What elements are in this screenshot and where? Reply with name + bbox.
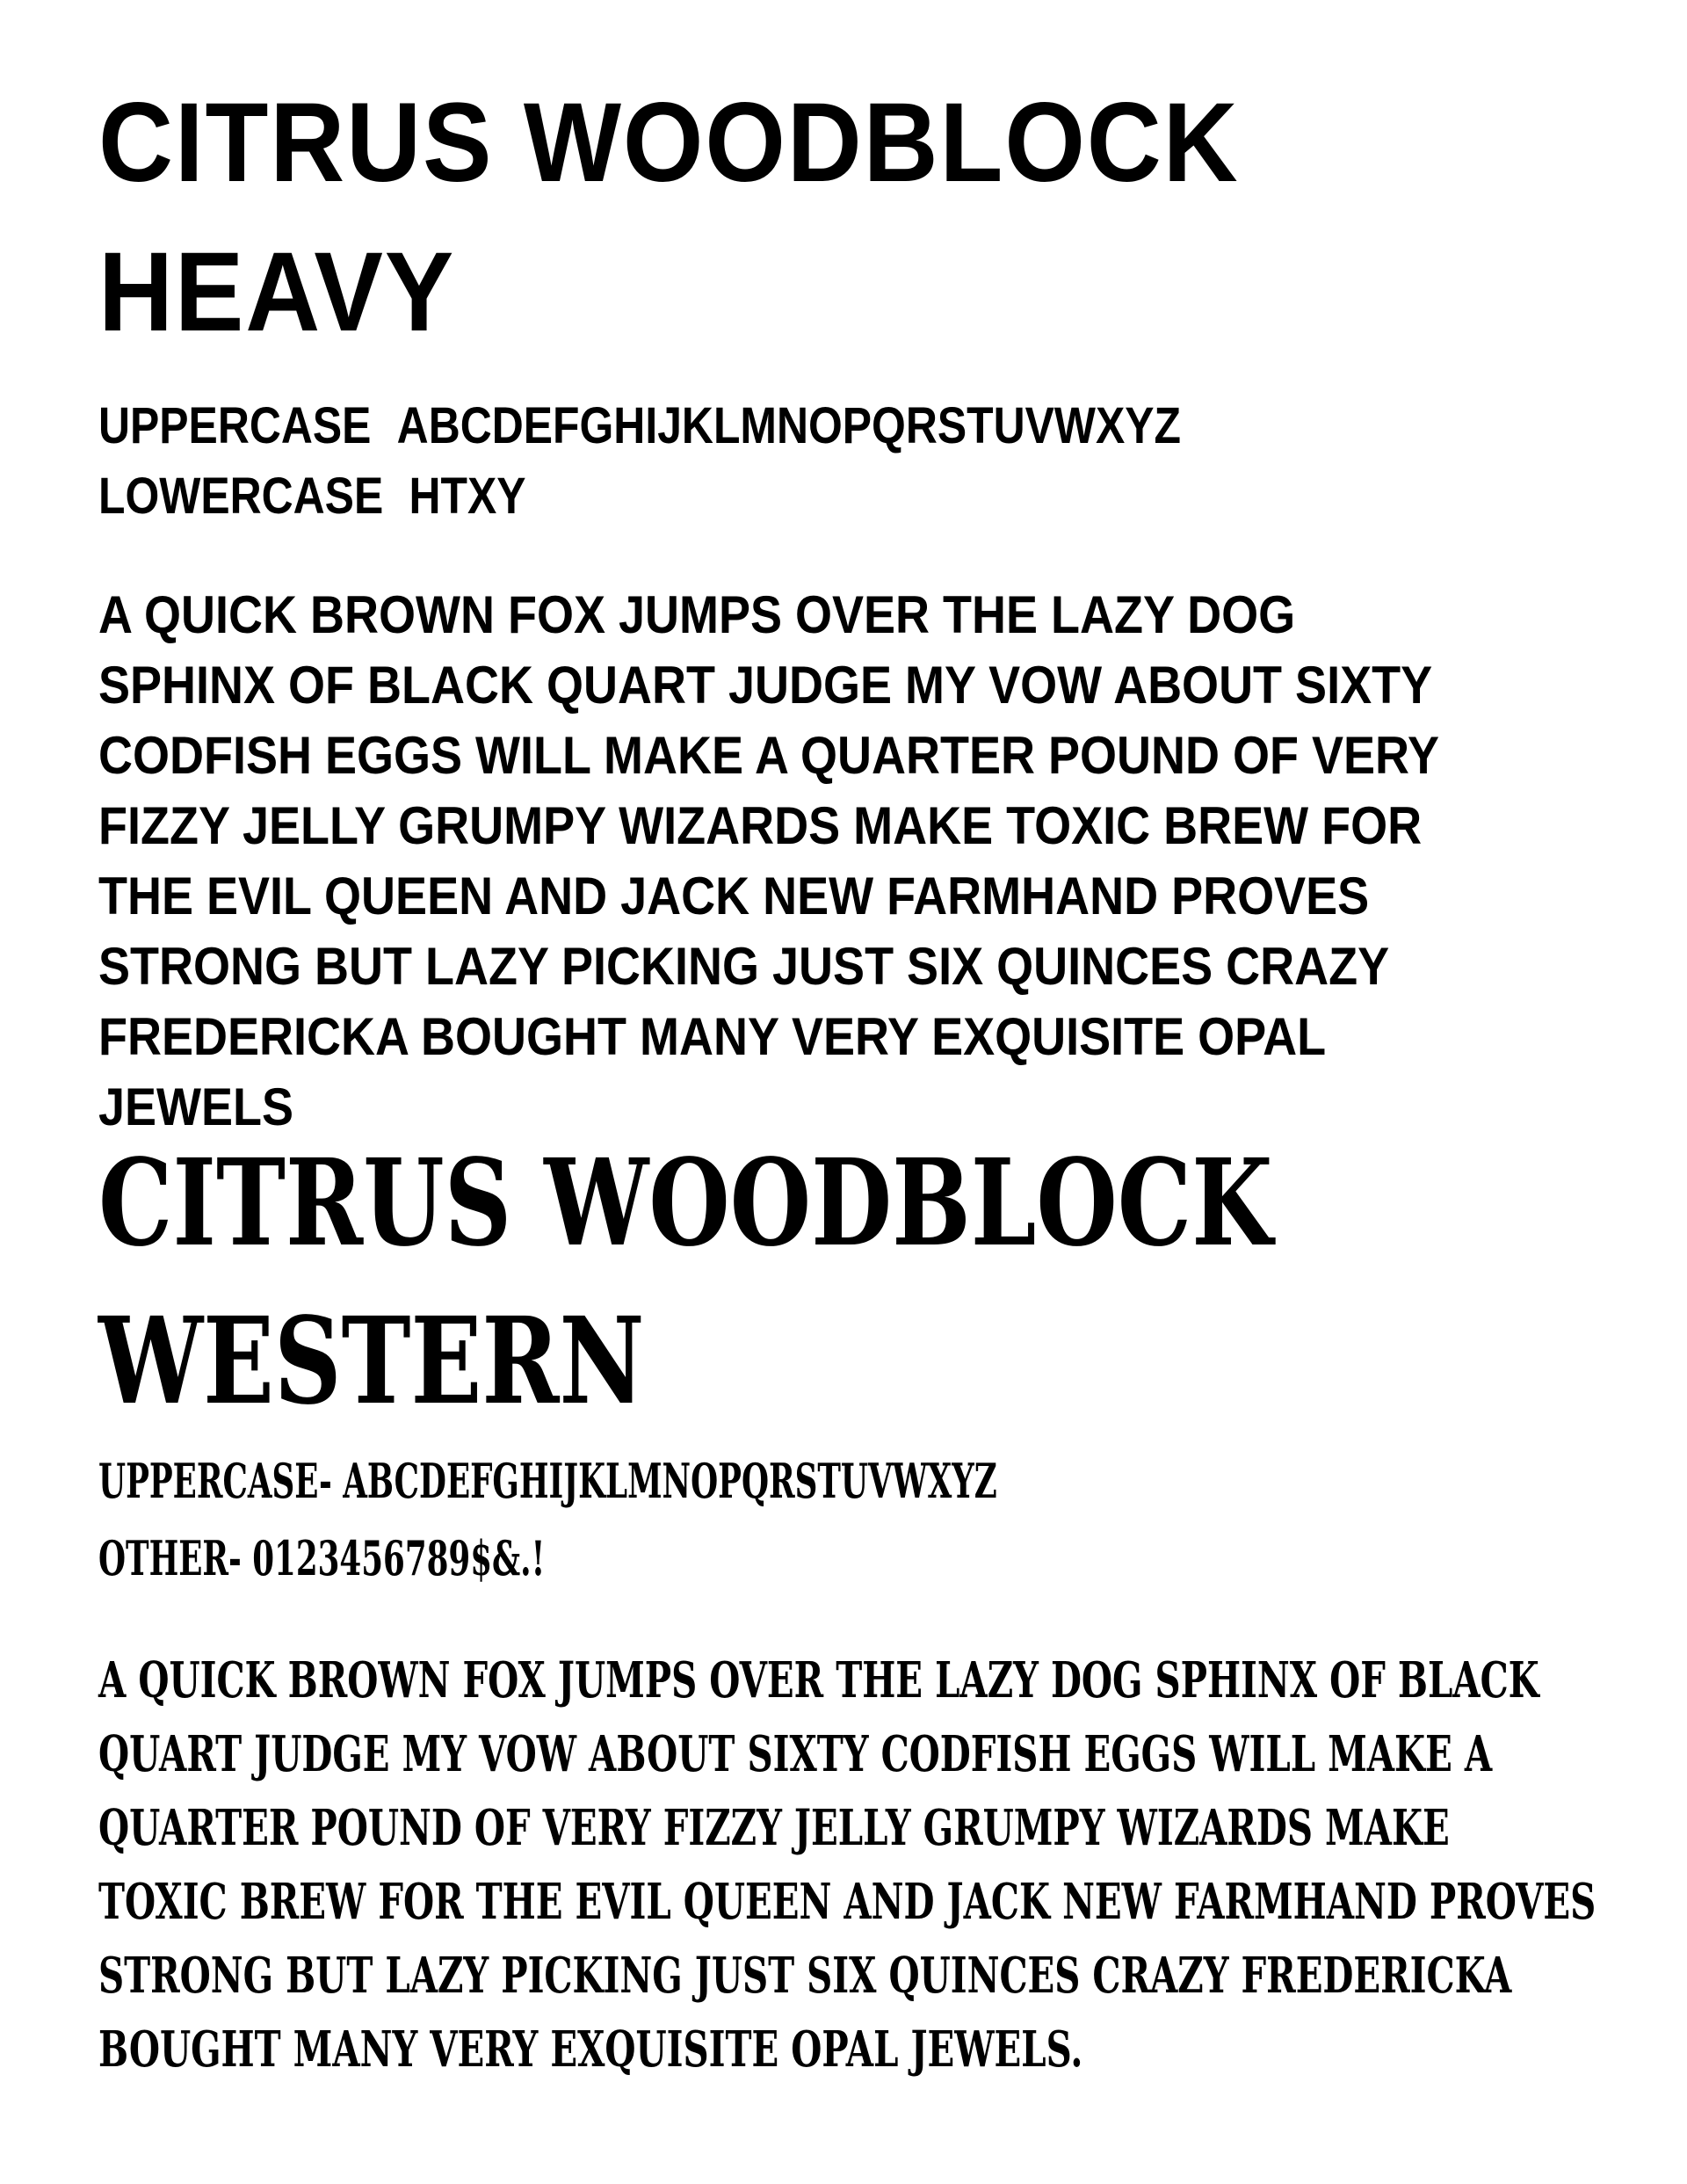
heavy-title-line-2: HEAVY bbox=[98, 229, 456, 355]
western-pangram-line: QUART JUDGE MY VOW ABOUT SIXTY CODFISH EGGS WILL MAKE A bbox=[98, 1725, 1493, 1783]
heavy-pangram-line: THE EVIL QUEEN AND JACK NEW FARMHAND PROVES bbox=[98, 867, 1370, 925]
heavy-pangram-line: FREDERICKA BOUGHT MANY VERY EXQUISITE OPAL bbox=[98, 1007, 1327, 1066]
heavy-pangram-line: SPHINX OF BLACK QUART JUDGE MY VOW ABOUT SIXTY bbox=[98, 656, 1433, 715]
heavy-pangram-line: JEWELS bbox=[98, 1077, 294, 1136]
heavy-lowercase-chars: HTXY bbox=[409, 468, 526, 525]
heavy-pangram-line: CODFISH EGGS WILL MAKE A QUARTER POUND OF VERY bbox=[98, 726, 1440, 785]
western-title-line-1: CITRUS WOODBLOCK bbox=[98, 1133, 1273, 1273]
heavy-title-line-1: CITRUS WOODBLOCK bbox=[98, 80, 1240, 206]
heavy-uppercase-chars: ABCDEFGHIJKLMNOPQRSTUVWXYZ bbox=[396, 397, 1182, 454]
heavy-uppercase-label: UPPERCASE bbox=[98, 397, 372, 454]
heavy-lowercase-label: LOWERCASE bbox=[98, 468, 384, 525]
heavy-pangram-line: FIZZY JELLY GRUMPY WIZARDS MAKE TOXIC BREW FOR bbox=[98, 796, 1423, 855]
western-pangram-line: STRONG BUT LAZY PICKING JUST SIX QUINCES CRAZY FREDERICKA bbox=[98, 1947, 1512, 2005]
western-pangram-line: TOXIC BREW FOR THE EVIL QUEEN AND JACK NEW FARMHAND PROVES bbox=[98, 1873, 1596, 1931]
heavy-uppercase-row bbox=[98, 394, 1434, 459]
heavy-lowercase-row bbox=[98, 464, 1434, 529]
western-other-row: OTHER- 0123456789$&.! bbox=[98, 1530, 546, 1586]
western-pangram-line: QUARTER POUND OF VERY FIZZY JELLY GRUMPY WIZARDS MAKE bbox=[98, 1799, 1450, 1857]
western-pangram-line: BOUGHT MANY VERY EXQUISITE OPAL JEWELS. bbox=[98, 2021, 1083, 2079]
western-title-line-2: WESTERN bbox=[98, 1291, 645, 1432]
western-pangram-line: A QUICK BROWN FOX JUMPS OVER THE LAZY DOG SPHINX OF BLACK bbox=[98, 1651, 1539, 1709]
western-uppercase-row: UPPERCASE- ABCDEFGHIJKLMNOPQRSTUVWXYZ bbox=[98, 1453, 997, 1509]
heavy-pangram-line: A QUICK BROWN FOX JUMPS OVER THE LAZY DOG bbox=[98, 585, 1296, 644]
heavy-pangram-line: STRONG BUT LAZY PICKING JUST SIX QUINCES CRAZY bbox=[98, 937, 1390, 996]
